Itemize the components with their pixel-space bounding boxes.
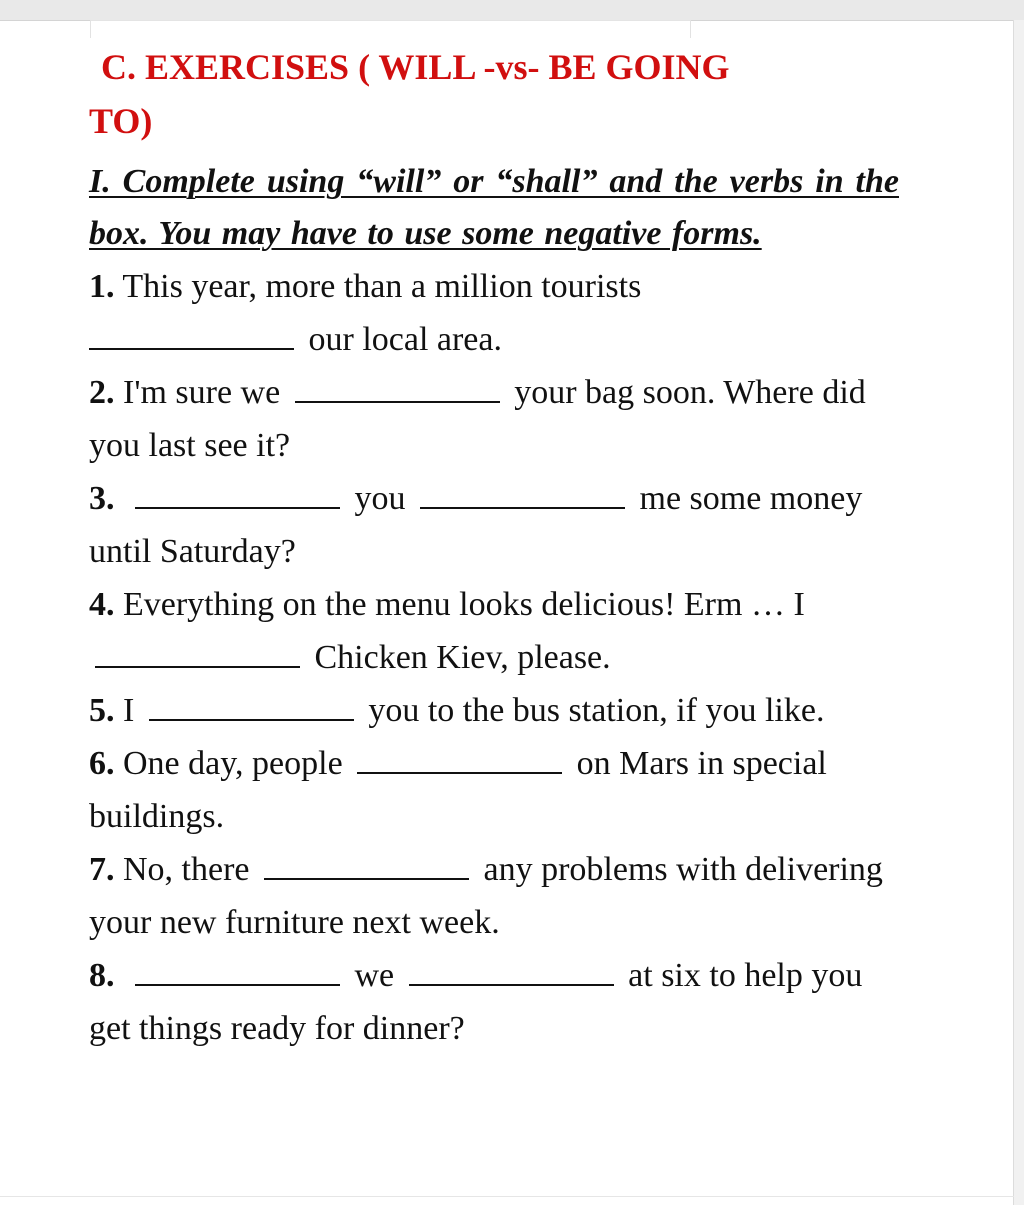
section-title: [89, 40, 899, 148]
question-number: 1.: [89, 268, 115, 305]
question-text: you to the bus station, if you like.: [368, 692, 825, 729]
question-2: [89, 366, 899, 472]
question-text: me some money until Saturday?: [89, 480, 863, 570]
question-number: 7.: [89, 851, 115, 888]
question-text: at six to help you get things ready for dinner?: [89, 957, 863, 1047]
question-7: [89, 843, 899, 949]
question-text: Chicken Kiev, please.: [314, 639, 611, 676]
answer-blank[interactable]: [135, 503, 340, 509]
question-5: [89, 684, 899, 737]
question-text: our local area.: [308, 321, 502, 358]
question-number: 8.: [89, 957, 115, 994]
answer-blank[interactable]: [264, 874, 469, 880]
ruler-tick: [90, 20, 91, 38]
question-6: [89, 737, 899, 843]
answer-blank[interactable]: [295, 397, 500, 403]
question-1: [89, 260, 899, 366]
section-title-line-2: TO): [89, 101, 153, 141]
document-page: [89, 40, 899, 1055]
question-text: This year, more than a million tourists: [122, 268, 642, 305]
answer-blank[interactable]: [409, 980, 614, 986]
section-title-line-1: C. EXERCISES ( WILL -vs- BE GOING: [101, 47, 730, 87]
question-number: 2.: [89, 374, 115, 411]
answer-blank[interactable]: [420, 503, 625, 509]
question-text: I: [123, 692, 135, 729]
question-text: on Mars in special buildings.: [89, 745, 827, 835]
question-text: One day, people: [123, 745, 343, 782]
question-3: [89, 472, 899, 578]
question-number: 3.: [89, 480, 115, 517]
question-number: 4.: [89, 586, 115, 623]
question-number: 6.: [89, 745, 115, 782]
question-text: you: [354, 480, 406, 517]
page-divider: [0, 1196, 1014, 1197]
answer-blank[interactable]: [135, 980, 340, 986]
question-text: Everything on the menu looks delicious! Erm … I: [123, 586, 805, 623]
question-text: we: [354, 957, 395, 994]
page-edge: [1013, 20, 1024, 1205]
question-text: any problems with delivering your new furniture next week.: [89, 851, 883, 941]
answer-blank[interactable]: [95, 662, 300, 668]
question-4: [89, 578, 899, 684]
answer-blank[interactable]: [89, 344, 294, 350]
question-text: No, there: [123, 851, 250, 888]
question-number: 5.: [89, 692, 115, 729]
question-8: [89, 949, 899, 1055]
viewer-top-bar: [0, 0, 1024, 21]
ruler-tick: [690, 20, 691, 38]
page-divider: [90, 20, 690, 21]
question-text: I'm sure we: [123, 374, 281, 411]
exercise-instruction: I. Complete using “will” or “shall” and the verbs in the box. You may have to use some negative forms.: [89, 163, 899, 252]
question-text: your bag soon. Where did you last see it?: [89, 374, 866, 464]
answer-blank[interactable]: [357, 768, 562, 774]
answer-blank[interactable]: [149, 715, 354, 721]
